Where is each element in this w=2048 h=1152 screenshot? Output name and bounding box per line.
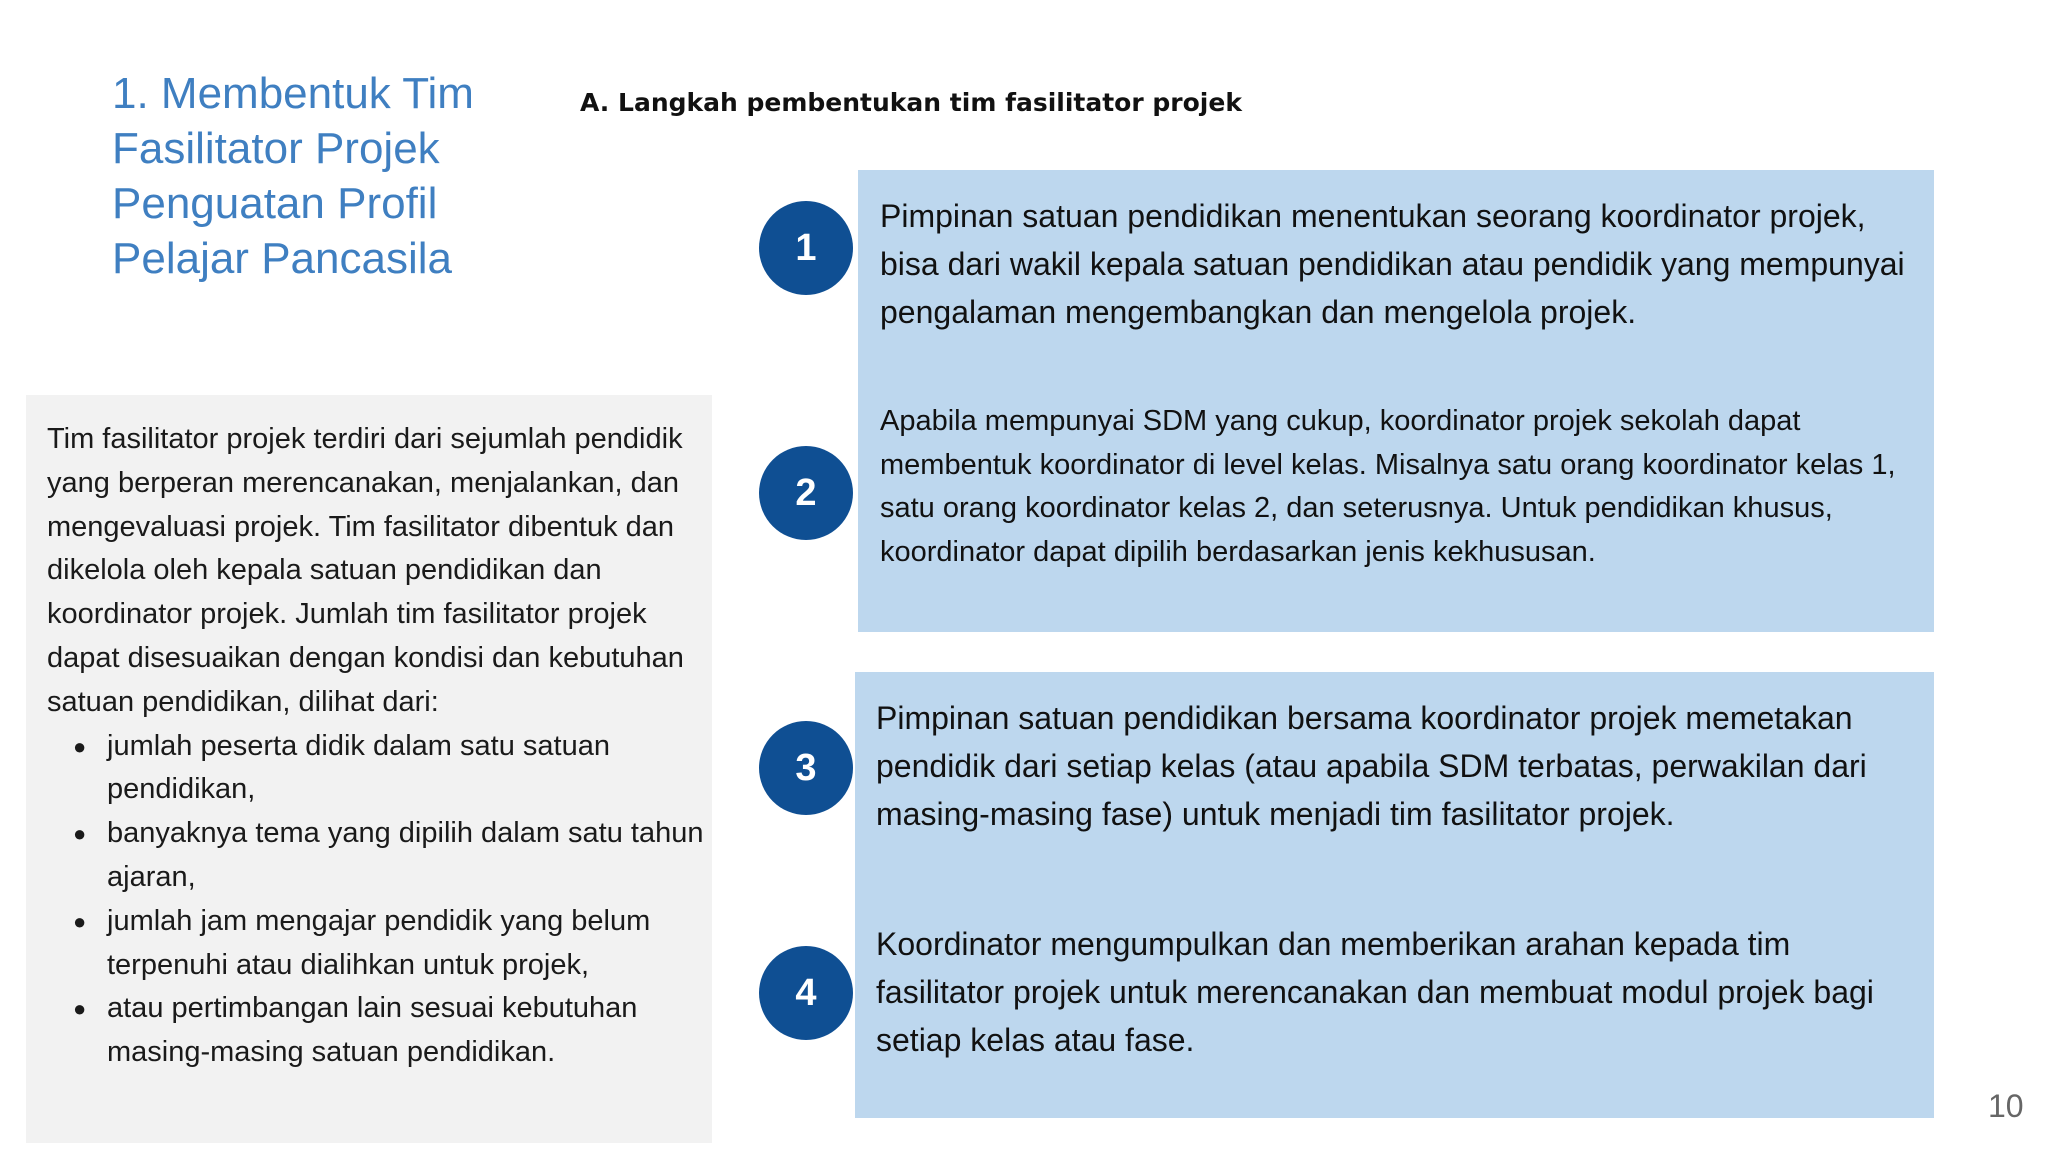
- bullet-icon: ●: [73, 733, 87, 759]
- info-bullet-text: atau pertimbangan lain sesuai kebutuhan masing-masing satuan pendidikan.: [107, 992, 638, 1069]
- page-number: 10: [1988, 1088, 2024, 1124]
- info-bullet-item: [73, 900, 707, 988]
- info-bullet-text: jumlah jam mengajar pendidik yang belum terpenuhi atau dialihkan untuk projek,: [107, 904, 651, 981]
- bullet-icon: ●: [73, 996, 87, 1022]
- section-heading: A. Langkah pembentukan tim fasilitator projek: [580, 88, 1242, 117]
- info-bullet-item: [73, 812, 707, 900]
- bullet-icon: ●: [73, 821, 87, 847]
- info-bullet-text: jumlah peserta didik dalam satu satuan pendidikan,: [107, 729, 610, 806]
- info-text: [47, 418, 707, 1075]
- info-bullet-item: [73, 987, 707, 1075]
- step-4-number-badge: 4: [759, 946, 853, 1040]
- step-3-number-badge: 3: [759, 721, 853, 815]
- step-3-text: Pimpinan satuan pendidikan bersama koordinator projek memetakan pendidik dari setiap kelas (atau apabila SDM terbatas, perwakilan dari masing-masing fase) untuk menjadi tim fasilitator projek.: [876, 700, 1867, 832]
- info-intro: Tim fasilitator projek terdiri dari sejumlah pendidik yang berperan merencanakan, menjalankan, dan mengevaluasi projek. Tim fasilitator dibentuk dan dikelola oleh kepala satuan pendidikan dan koordinator projek. Jumlah tim fasilitator projek dapat disesuaikan dengan kondisi dan kebutuhan satuan pendidikan, dilihat dari:: [47, 423, 684, 718]
- step-2-number-badge: 2: [759, 446, 853, 540]
- info-bullet-list: [47, 725, 707, 1075]
- step-1-number-badge: 1: [759, 201, 853, 295]
- info-bullet-text: banyaknya tema yang dipilih dalam satu tahun ajaran,: [107, 817, 704, 893]
- slide-title: 1. Membentuk Tim Fasilitator Projek Penguatan Profil Pelajar Pancasila: [112, 69, 474, 283]
- step-2-text: Apabila mempunyai SDM yang cukup, koordinator projek sekolah dapat membentuk koordinator di level kelas. Misalnya satu orang koordinator kelas 1, satu orang koordinator kelas 2, dan seterusnya. Untuk pendidikan khusus, koordinator dapat dipilih berdasarkan jenis kekhususan.: [880, 405, 1896, 568]
- info-bullet-item: [73, 725, 707, 813]
- step-1-text: Pimpinan satuan pendidikan menentukan seorang koordinator projek, bisa dari wakil kepala satuan pendidikan atau pendidik yang mempunyai pengalaman mengembangkan dan mengelola projek.: [880, 198, 1905, 330]
- bullet-icon: ●: [73, 908, 87, 934]
- step-4-text: Koordinator mengumpulkan dan memberikan arahan kepada tim fasilitator projek untuk merencanakan dan membuat modul projek bagi setiap kelas atau fase.: [876, 926, 1874, 1058]
